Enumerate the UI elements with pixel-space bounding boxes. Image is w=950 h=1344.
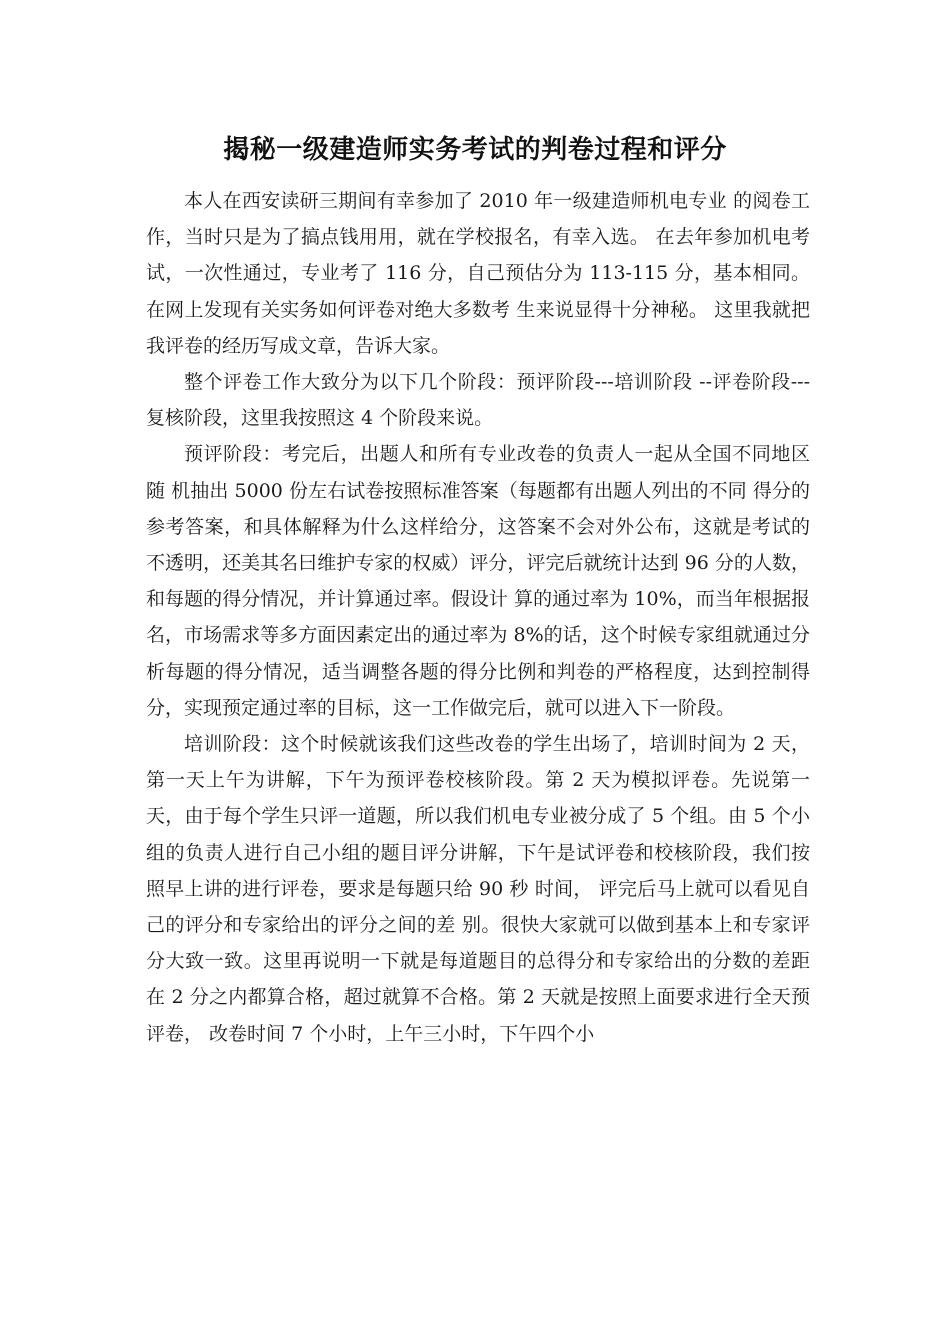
document-body	[146, 183, 810, 1052]
document-title: 揭秘一级建造师实务考试的判卷过程和评分	[223, 135, 727, 165]
paragraph-pre-evaluation-stage: 预评阶段：考完后，出题人和所有专业改卷的负责人一起从全国不同地区随 机抽出 5000 份左右试卷按照标准答案（每题都有出题人列出的不同 得分的参考答案，和具体解释为什么这样给分，这答案不会对外公布，这就是考试的不透明，还美其名曰维护专家的权威）评分，评完后就统计达到 96 分的人数，和每题的得分情况，并计算通过率。假设计 算的通过率为 10%，而当年根据报名，市场需求等多方面因素定出的通过率为 8%的话，这个时候专家组就通过分析每题的得分情况，适当调整各题的得分比例和判卷的严格程度，达到控制得分，实现预定通过率的目标，这一工作做完后，就可以进入下一阶段。	[146, 443, 810, 719]
paragraph-training-stage: 培训阶段：这个时候就该我们这些改卷的学生出场了，培训时间为 2 天，第一天上午为讲解，下午为预评卷校核阶段。第 2 天为模拟评卷。先说第一天，由于每个学生只评一道题，所以我们机电专业被分成了 5 个组。由 5 个小组的负责人进行自己小组的题目评分讲解，下午是试评卷和校核阶段，我们按照早上讲的进行评卷，要求是每题只给 90 秒 时间， 评完后马上就可以看见自己的评分和专家给出的评分之间的差 别。很快大家就可以做到基本上和专家评分大致一致。这里再说明一下就是每道题目的总得分和专家给出的分数的差距在 2 分之内都算合格，超过就算不合格。第 2 天就是按照上面要求进行全天预评卷， 改卷时间 7 个小时，上午三小时，下午四个小	[146, 733, 810, 1045]
paragraph-stages-overview: 整个评卷工作大致分为以下几个阶段：预评阶段---培训阶段 --评卷阶段---复核阶段，这里我按照这 4 个阶段来说。	[146, 371, 810, 430]
paragraph-intro: 本人在西安读研三期间有幸参加了 2010 年一级建造师机电专业 的阅卷工作，当时只是为了搞点钱用用，就在学校报名，有幸入选。 在去年参加机电考试，一次性通过，专业考了 116 分，自己预估分为 113-115 分，基本相同。在网上发现有关实务如何评卷对绝大多数考 生来说显得十分神秘。 这里我就把我评卷的经历写成文章，告诉大家。	[146, 190, 810, 357]
